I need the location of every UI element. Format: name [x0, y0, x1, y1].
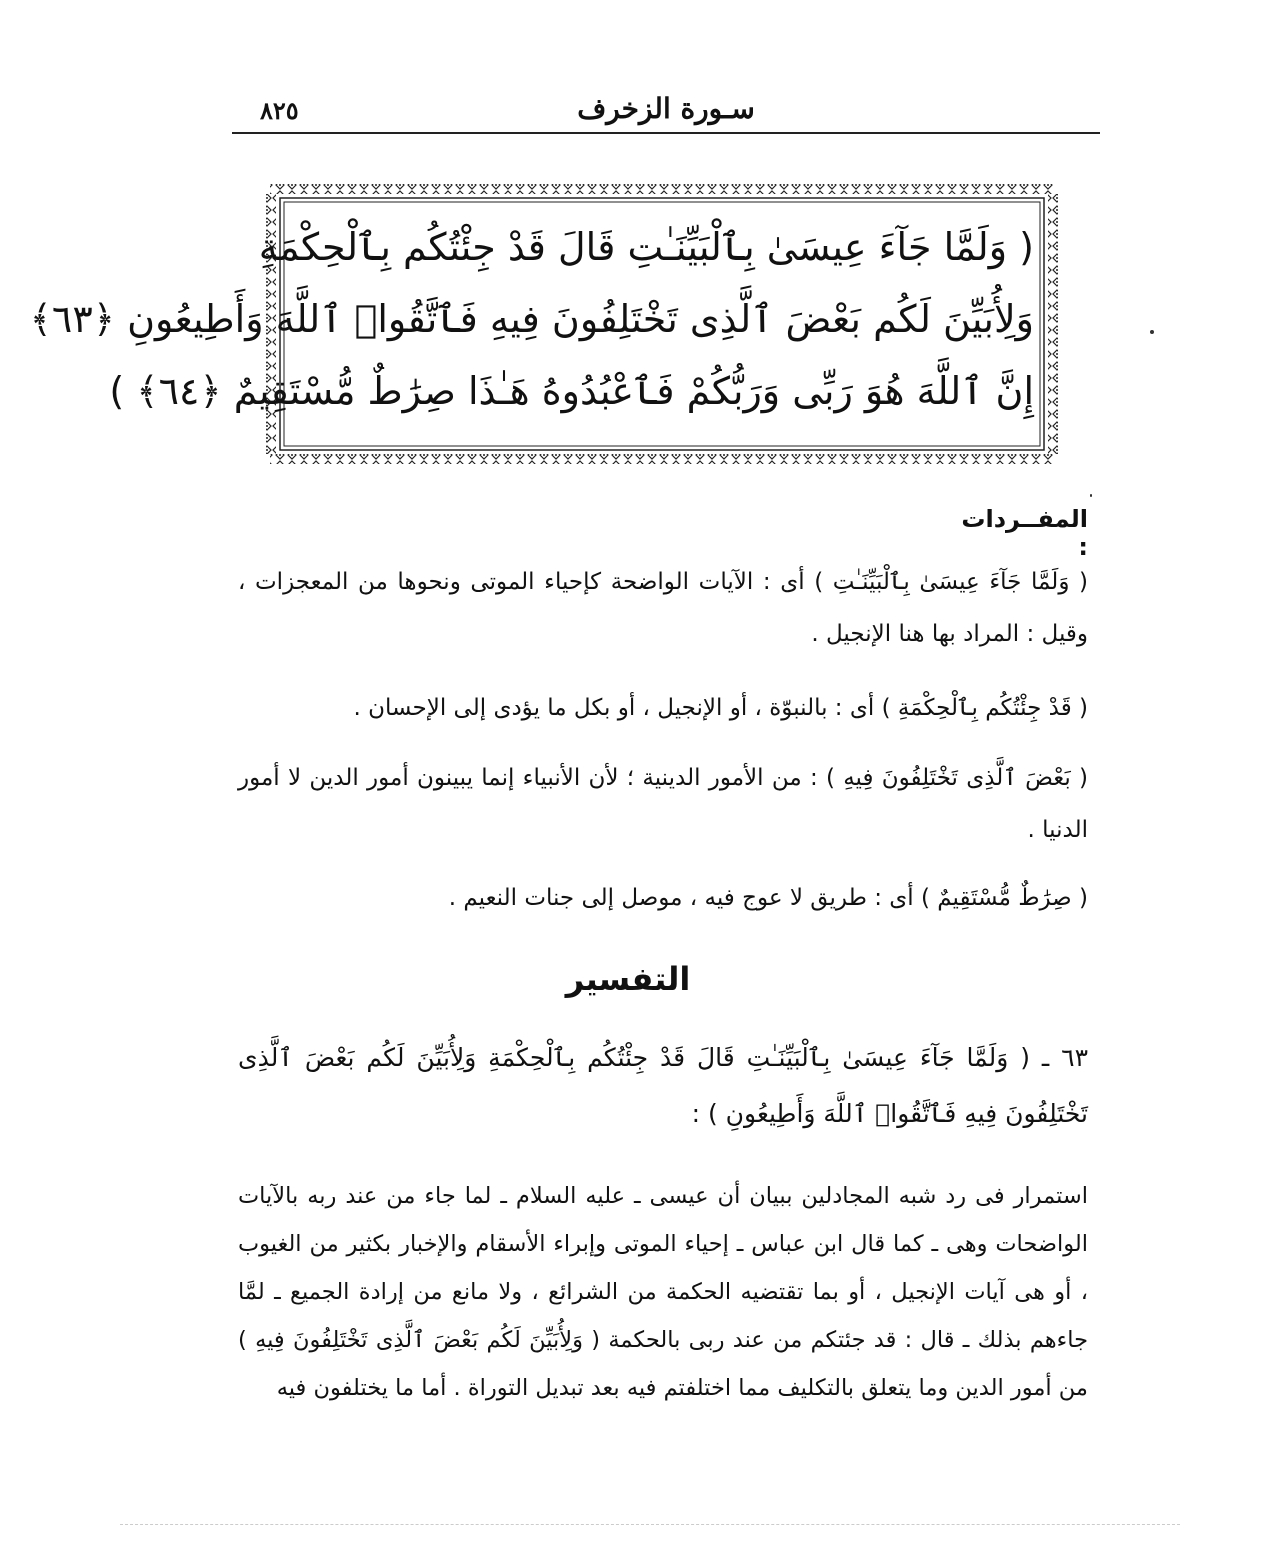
- page-number: ٨٢٥: [260, 96, 299, 125]
- vocabulary-text: ( وَلَمَّا جَآءَ عِيسَىٰ بِٱلْبَيِّنَـٰتِ ) أى : الآيات الواضحة كإحياء الموتى ونحوها من المعجزات ، وقيل : المراد بها هنا الإنجيل .: [238, 569, 1088, 647]
- verse-reference-text: ٦٣ ـ ( وَلَمَّا جَآءَ عِيسَىٰ بِٱلْبَيِّنَـٰتِ قَالَ قَدْ جِئْتُكُم بِٱلْحِكْمَةِ وَلِأُبَيِّنَ لَكُم بَعْضَ ٱلَّذِى تَخْتَلِفُونَ فِيهِ فَٱتَّقُوا۟ ٱللَّهَ وَأَطِيعُونِ ) :: [238, 1043, 1088, 1128]
- vocabulary-entry: [238, 682, 1088, 734]
- tafsir-heading: التفسير: [565, 960, 691, 998]
- surah-title: سـورة الزخرف: [577, 92, 755, 125]
- tafsir-paragraph: استمرار فى رد شبه المجادلين ببيان أن عيسى ـ عليه السلام ـ لما جاء من عند ربه بالآيات الواضحات وهى ـ كما قال ابن عباس ـ إحياء الموتى وإبراء الأسقام والإخبار بكثير من الغيوب ، أو هى آيات الإنجيل ، أو بما تقتضيه الحكمة من الشرائع ، ولا مانع من إرادة الجميع ـ لمَّا جاءهم بذلك ـ قال : قد جئتكم من عند ربى بالحكمة ( وَلِأُبَيِّنَ لَكُم بَعْضَ ٱلَّذِى تَخْتَلِفُونَ فِيهِ ) من أمور الدين وما يتعلق بالتكليف مما اختلفتم فيه بعد تبديل التوراة . أما ما يختلفون فيه: [238, 1183, 1088, 1401]
- scan-speck: [1150, 330, 1154, 334]
- verse-line: ( وَلَمَّا جَآءَ عِيسَىٰ بِٱلْبَيِّنَـٰتِ قَالَ قَدْ جِئْتُكُم بِٱلْحِكْمَةِ: [258, 225, 1034, 269]
- verse-line: إِنَّ ٱللَّهَ هُوَ رَبِّى وَرَبُّكُمْ فَٱعْبُدُوهُ هَـٰذَا صِرَٰطٌ مُّسْتَقِيمٌ ﴿٦٤﴾ ): [109, 369, 1034, 413]
- verse-line: وَلِأُبَيِّنَ لَكُم بَعْضَ ٱلَّذِى تَخْتَلِفُونَ فِيهِ فَٱتَّقُوا۟ ٱللَّهَ وَأَطِيعُونِ ﴿٦٣﴾: [29, 297, 1034, 341]
- vocabulary-text: ( صِرَٰطٌ مُّسْتَقِيمٌ ) أى : طريق لا عوج فيه ، موصل إلى جنات النعيم .: [448, 885, 1088, 911]
- vocabulary-entry: [238, 556, 1088, 660]
- vocabulary-entry: [238, 752, 1088, 856]
- vocabulary-text: ( قَدْ جِئْتُكُم بِٱلْحِكْمَةِ ) أى : بالنبوّة ، أو الإنجيل ، أو بكل ما يؤدى إلى الإحسان .: [353, 695, 1088, 721]
- quran-verse-block: [29, 210, 1034, 438]
- vocabulary-entry: [238, 872, 1088, 924]
- tafsir-body: [238, 1172, 1088, 1412]
- page-header: [232, 92, 1100, 134]
- verse-frame: [29, 180, 1062, 468]
- tafsir-verse-reference: [238, 1030, 1088, 1142]
- vocabulary-heading: المفــردات :: [961, 505, 1088, 561]
- vocabulary-text: ( بَعْضَ ٱلَّذِى تَخْتَلِفُونَ فِيهِ ) : من الأمور الدينية ؛ لأن الأنبياء إنما يبينون أمور الدين لا أمور الدنيا .: [238, 765, 1088, 843]
- scan-speck: [1090, 494, 1092, 497]
- scan-edge-line: [120, 1524, 1180, 1525]
